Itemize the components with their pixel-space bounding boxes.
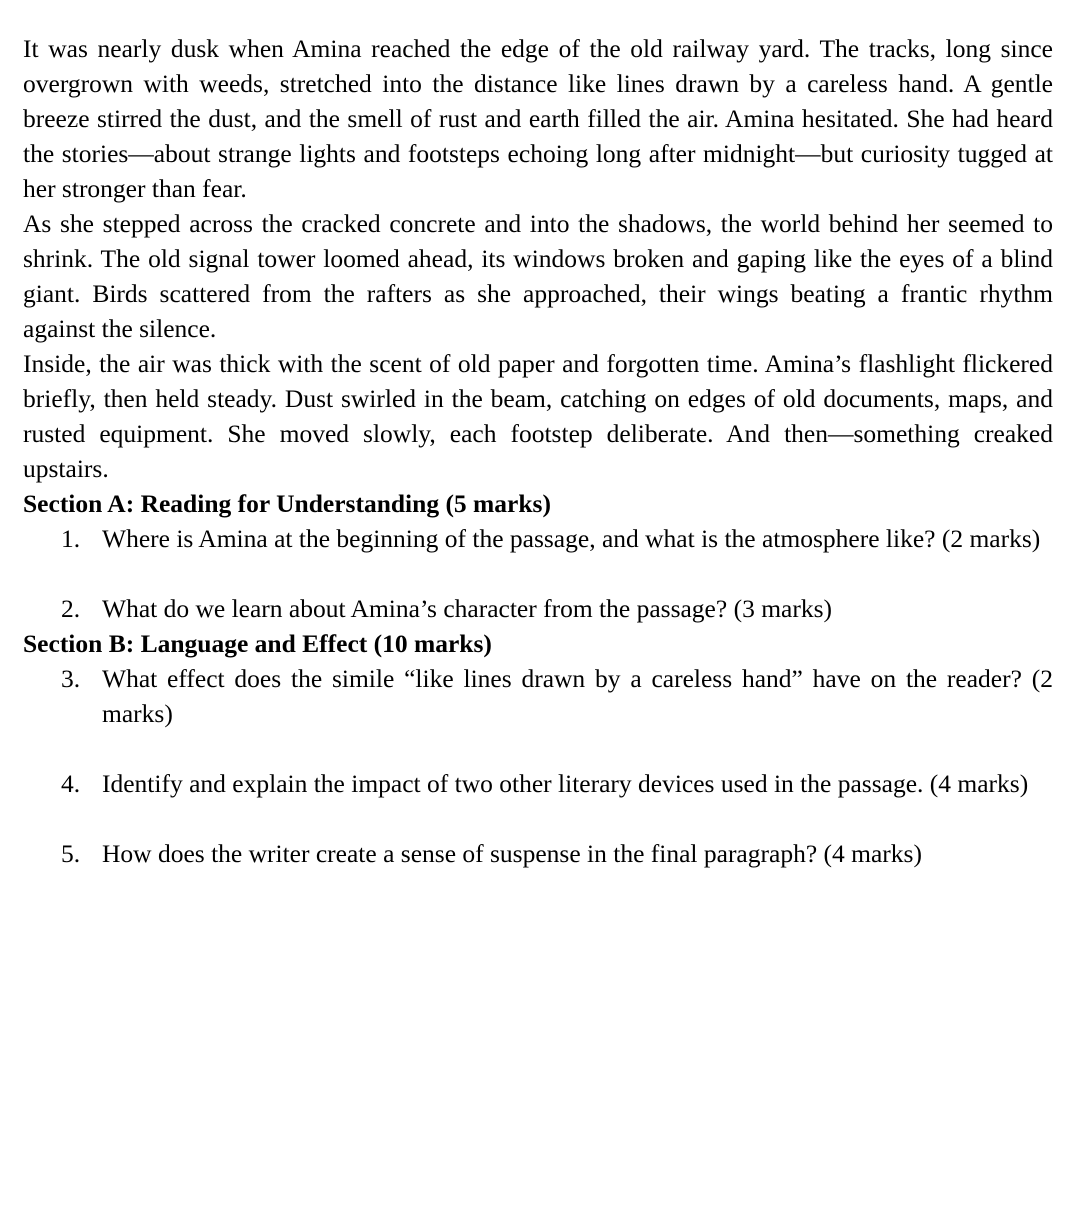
- question-5-text: How does the writer create a sense of suspense in the final paragraph? (4 marks): [102, 839, 922, 868]
- passage-paragraph-1: It was nearly dusk when Amina reached the edge of the old railway yard. The tracks, long since overgrown with weeds, stretched into the distance like lines drawn by a careless hand. A gentle breeze stirred the dust, and the smell of rust and earth filled the air. Amina hesitated. She had heard the stories—about strange lights and footsteps echoing long after midnight—but curiosity tugged at her stronger than fear.: [23, 34, 1053, 203]
- question-2-text: What do we learn about Amina’s character from the passage? (3 marks): [102, 594, 832, 623]
- question-4-text: Identify and explain the impact of two other literary devices used in the passage. (4 marks): [102, 769, 1029, 798]
- passage: [23, 31, 1053, 486]
- question-3-number: 3.: [61, 664, 81, 693]
- section-b-questions: [23, 661, 1053, 871]
- question-3: [23, 661, 1053, 731]
- section-a-heading: Section A: Reading for Understanding (5 marks): [23, 489, 551, 518]
- question-5-number: 5.: [61, 839, 81, 868]
- question-1: [23, 521, 1053, 556]
- passage-paragraph-2: As she stepped across the cracked concrete and into the shadows, the world behind her seemed to shrink. The old signal tower loomed ahead, its windows broken and gaping like the eyes of a blind giant. Birds scattered from the rafters as she approached, their wings beating a frantic rhythm against the silence.: [23, 209, 1053, 343]
- section-b: [23, 626, 1053, 871]
- question-1-number: 1.: [61, 524, 81, 553]
- section-a: [23, 486, 1053, 626]
- document-page: [23, 31, 1053, 871]
- question-5: [23, 836, 1053, 871]
- question-4-number: 4.: [61, 769, 81, 798]
- question-2-number: 2.: [61, 594, 81, 623]
- question-3-text: What effect does the simile “like lines drawn by a careless hand” have on the reader? (2 marks): [102, 664, 1053, 728]
- section-a-questions: [23, 521, 1053, 626]
- question-1-text: Where is Amina at the beginning of the passage, and what is the atmosphere like? (2 marks): [102, 524, 1041, 553]
- section-b-heading: Section B: Language and Effect (10 marks): [23, 629, 492, 658]
- passage-paragraph-3: Inside, the air was thick with the scent of old paper and forgotten time. Amina’s flashlight flickered briefly, then held steady. Dust swirled in the beam, catching on edges of old documents, maps, and rusted equipment. She moved slowly, each footstep deliberate. And then—something creaked upstairs.: [23, 349, 1053, 483]
- question-2: [23, 591, 1053, 626]
- question-4: [23, 766, 1053, 801]
